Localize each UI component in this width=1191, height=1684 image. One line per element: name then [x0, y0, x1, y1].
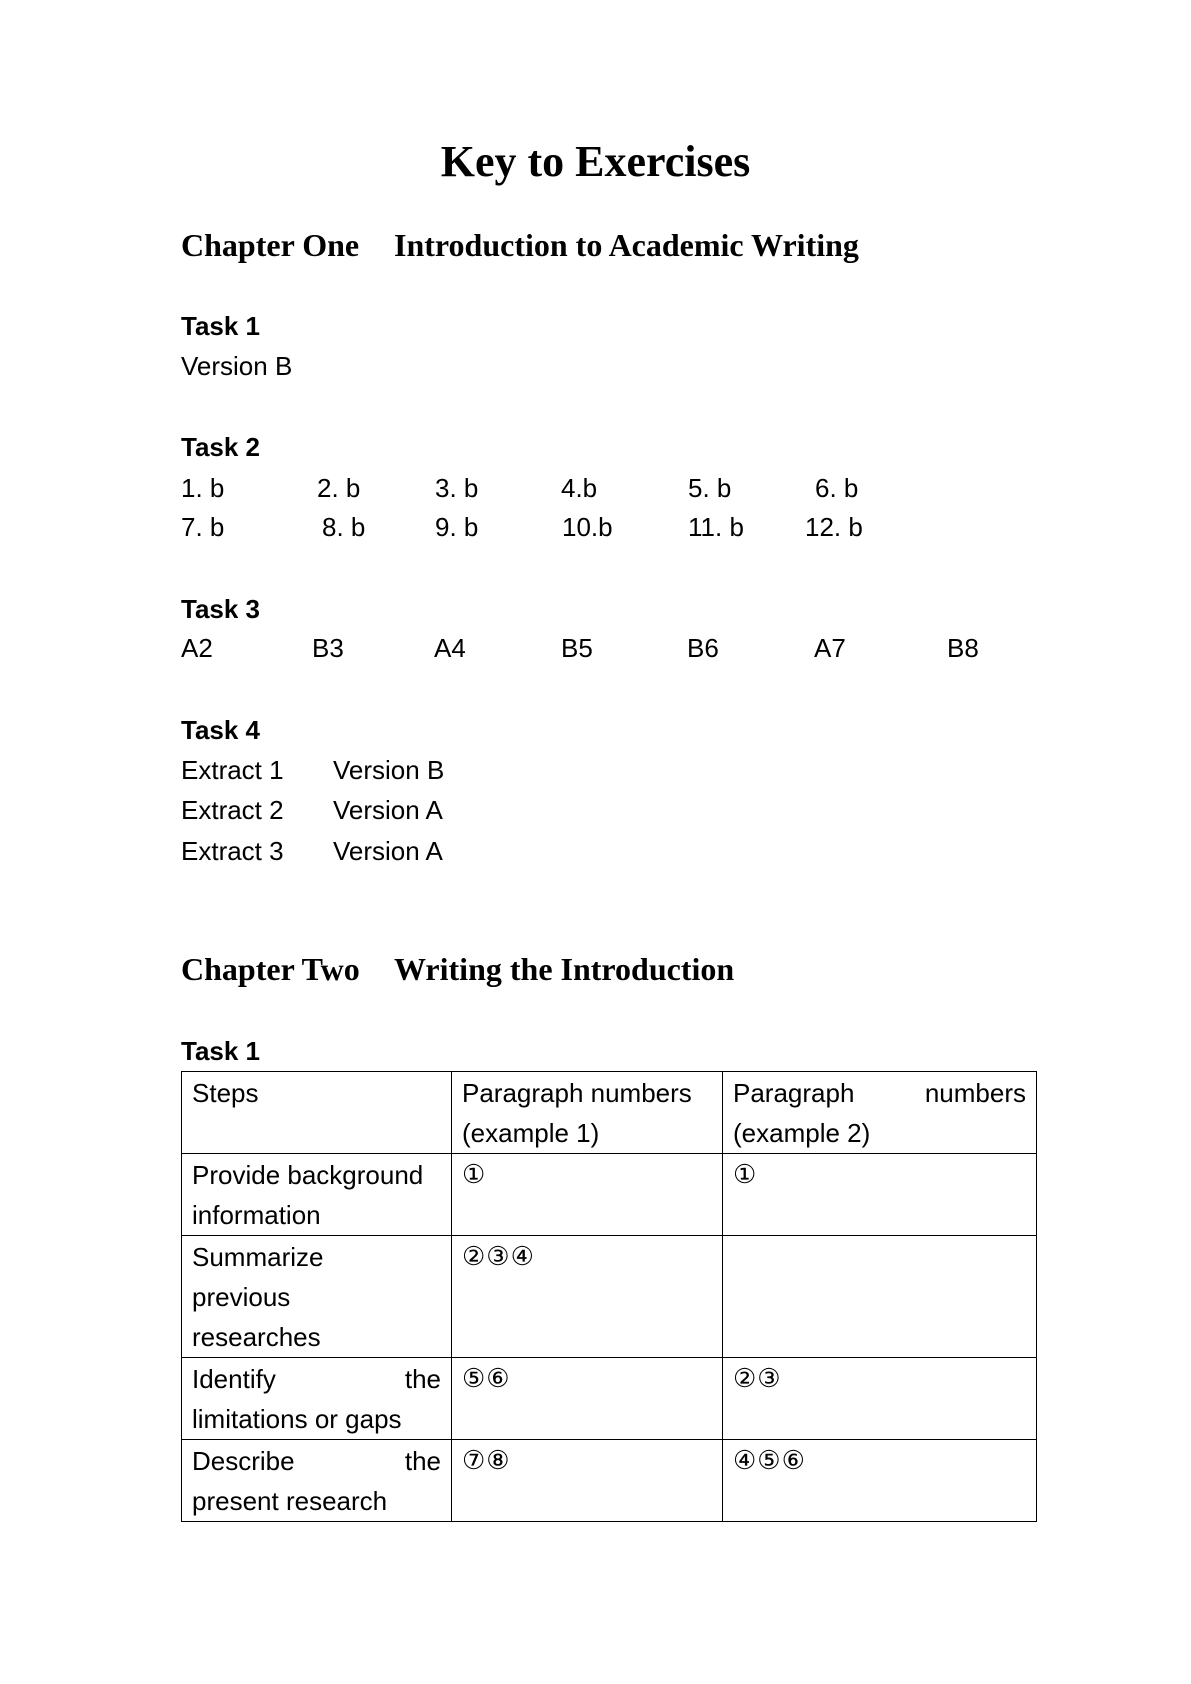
answer-item: 11. b [688, 512, 744, 542]
ch2-task1-heading: Task 1 [181, 1036, 261, 1066]
answer-item: 4.b [561, 473, 598, 503]
step-text-line: Identify the [192, 1364, 441, 1394]
step-text-line: limitations or gaps [192, 1404, 402, 1434]
answer-item: 1. b [181, 473, 225, 503]
extract-label: Extract 3 [181, 836, 284, 866]
step-text-line: Provide background [192, 1160, 424, 1190]
answer-item: 3. b [435, 473, 479, 503]
header-word: Paragraph [733, 1078, 855, 1108]
chapter-one-label: Chapter One [181, 227, 360, 263]
extract-version: Version A [333, 836, 443, 866]
answer-item: 7. b [181, 512, 225, 542]
example2-cell: ① [723, 1154, 1037, 1236]
answer-item: B6 [687, 633, 719, 663]
chapter-two-label: Chapter Two [181, 951, 360, 987]
answer-item: 8. b [322, 512, 366, 542]
ch1-task3-heading: Task 3 [181, 594, 261, 624]
table-row [182, 1236, 1037, 1358]
answer-item: A4 [434, 633, 466, 663]
ch1-task2-heading: Task 2 [181, 432, 261, 462]
step-cell [182, 1358, 452, 1440]
step-text-line: previous [192, 1282, 291, 1312]
table-header-cell [452, 1072, 723, 1154]
table-header-row [182, 1072, 1037, 1154]
answer-item: 6. b [815, 473, 859, 503]
step-text-line: Summarize [192, 1242, 324, 1272]
step-text-line: present research [192, 1486, 388, 1516]
step-text-line: researches [192, 1322, 321, 1352]
answer-item: 2. b [317, 473, 361, 503]
answer-item: A7 [814, 633, 846, 663]
page-title: Key to Exercises [440, 137, 751, 186]
step-text-line: information [192, 1200, 321, 1230]
header-word: numbers [924, 1078, 1026, 1108]
table-header-cell [723, 1072, 1037, 1154]
ch1-task4-heading: Task 4 [181, 715, 261, 745]
answer-item: B8 [947, 633, 979, 663]
table-header-cell [182, 1072, 452, 1154]
extract-label: Extract 1 [181, 755, 284, 785]
step-text-line: Describe the [192, 1446, 441, 1476]
chapter-one-name: Introduction to Academic Writing [394, 227, 859, 263]
answer-item: A2 [181, 633, 213, 663]
steps-table [181, 1071, 1037, 1522]
table-row [182, 1440, 1037, 1522]
chapter-two-name: Writing the Introduction [394, 951, 735, 987]
chapter-two-heading [181, 950, 734, 988]
example1-cell: ②③④ [452, 1236, 723, 1358]
answer-item: B5 [561, 633, 593, 663]
header-text-line [733, 1073, 1026, 1113]
answer-item: 5. b [688, 473, 732, 503]
header-text-line: (example 2) [733, 1118, 871, 1148]
example2-cell: ②③ [723, 1358, 1037, 1440]
answer-item: 9. b [435, 512, 479, 542]
answer-item: B3 [312, 633, 344, 663]
example1-cell: ⑦⑧ [452, 1440, 723, 1522]
header-steps: Steps [192, 1078, 259, 1108]
header-text-line: (example 1) [462, 1118, 600, 1148]
step-cell [182, 1440, 452, 1522]
ch1-task1-heading: Task 1 [181, 311, 261, 341]
example2-cell [723, 1236, 1037, 1358]
extract-version: Version B [333, 755, 445, 785]
extract-version: Version A [333, 795, 443, 825]
ch1-task1-answer: Version B [181, 351, 293, 381]
chapter-one-heading [181, 226, 859, 264]
header-text-line: Paragraph numbers [462, 1078, 692, 1108]
answer-item: 10.b [562, 512, 613, 542]
table-row [182, 1358, 1037, 1440]
example1-cell: ① [452, 1154, 723, 1236]
table-row [182, 1154, 1037, 1236]
answer-item: 12. b [805, 512, 863, 542]
step-cell [182, 1154, 452, 1236]
example1-cell: ⑤⑥ [452, 1358, 723, 1440]
example2-cell: ④⑤⑥ [723, 1440, 1037, 1522]
extract-label: Extract 2 [181, 795, 284, 825]
step-cell [182, 1236, 452, 1358]
